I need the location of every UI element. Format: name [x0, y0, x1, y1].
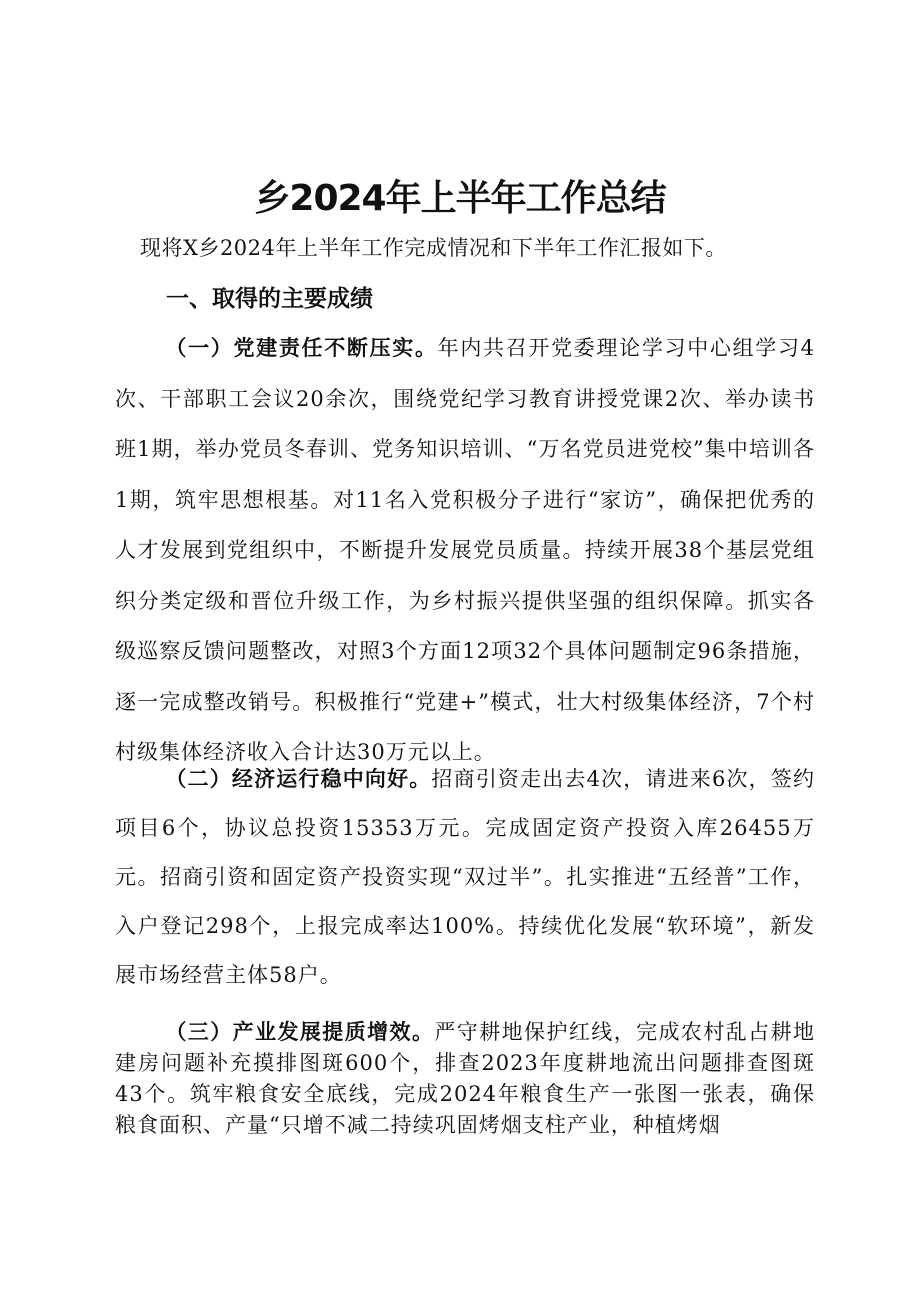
document-title: 乡2024年上半年工作总结 — [254, 178, 666, 219]
intro-text: 现将X乡2024年上半年工作完成情况和下半年工作汇报如下。 — [140, 236, 727, 260]
paragraph-lead: （一）党建责任不断压实。 — [165, 335, 438, 360]
paragraph-lead: （二）经济运行稳中向好。 — [165, 766, 432, 791]
paragraph-economy — [115, 754, 815, 1000]
paragraph-body: 招商引资走出去4次，请进来6次，签约项目6个，协议总投资15353万元。完成固定资产投资入库26455万元。招商引资和固定资产投资实现“双过半”。扎实推进“五经普”工作，入户登记298个，上报完成率达100%。持续优化发展“软环境”，新发展市场经营主体58户。 — [115, 767, 815, 987]
paragraph-industry — [115, 1016, 815, 1141]
section-heading: 一、取得的主要成绩 — [166, 286, 373, 312]
paragraph-body: 严守耕地保护红线，完成农村乱占耕地建房问题补充摸排图斑600个，排查2023年度耕地流出问题排查图斑43个。筑牢粮食安全底线，完成2024年粮食生产一张图一张表，确保粮食面积、产量“只增不减二持续巩固烤烟支柱产业，种植烤烟 — [115, 1020, 816, 1137]
paragraph-party-building — [115, 323, 815, 778]
paragraph-body: 年内共召开党委理论学习中心组学习4次、干部职工会议20余次，围绕党纪学习教育讲授党课2次、举办读书班1期，举办党员冬春训、党务知识培训、“万名党员进党校”集中培训各1期，筑牢思想根基。对11名入党积极分子进行“家访”，确保把优秀的人才发展到党组织中，不断提升发展党员质量。持续开展38个基层党组织分类定级和晋位升级工作，为乡村振兴提供坚强的组织保障。抓实各级巡察反馈问题整改，对照3个方面12项32个具体问题制定96条措施，逐一完成整改销号。积极推行“党建+”模式，壮大村级集体经济，7个村村级集体经济收入合计达30万元以上。 — [115, 336, 815, 764]
paragraph-lead: （三）产业发展提质增效。 — [165, 1019, 435, 1044]
